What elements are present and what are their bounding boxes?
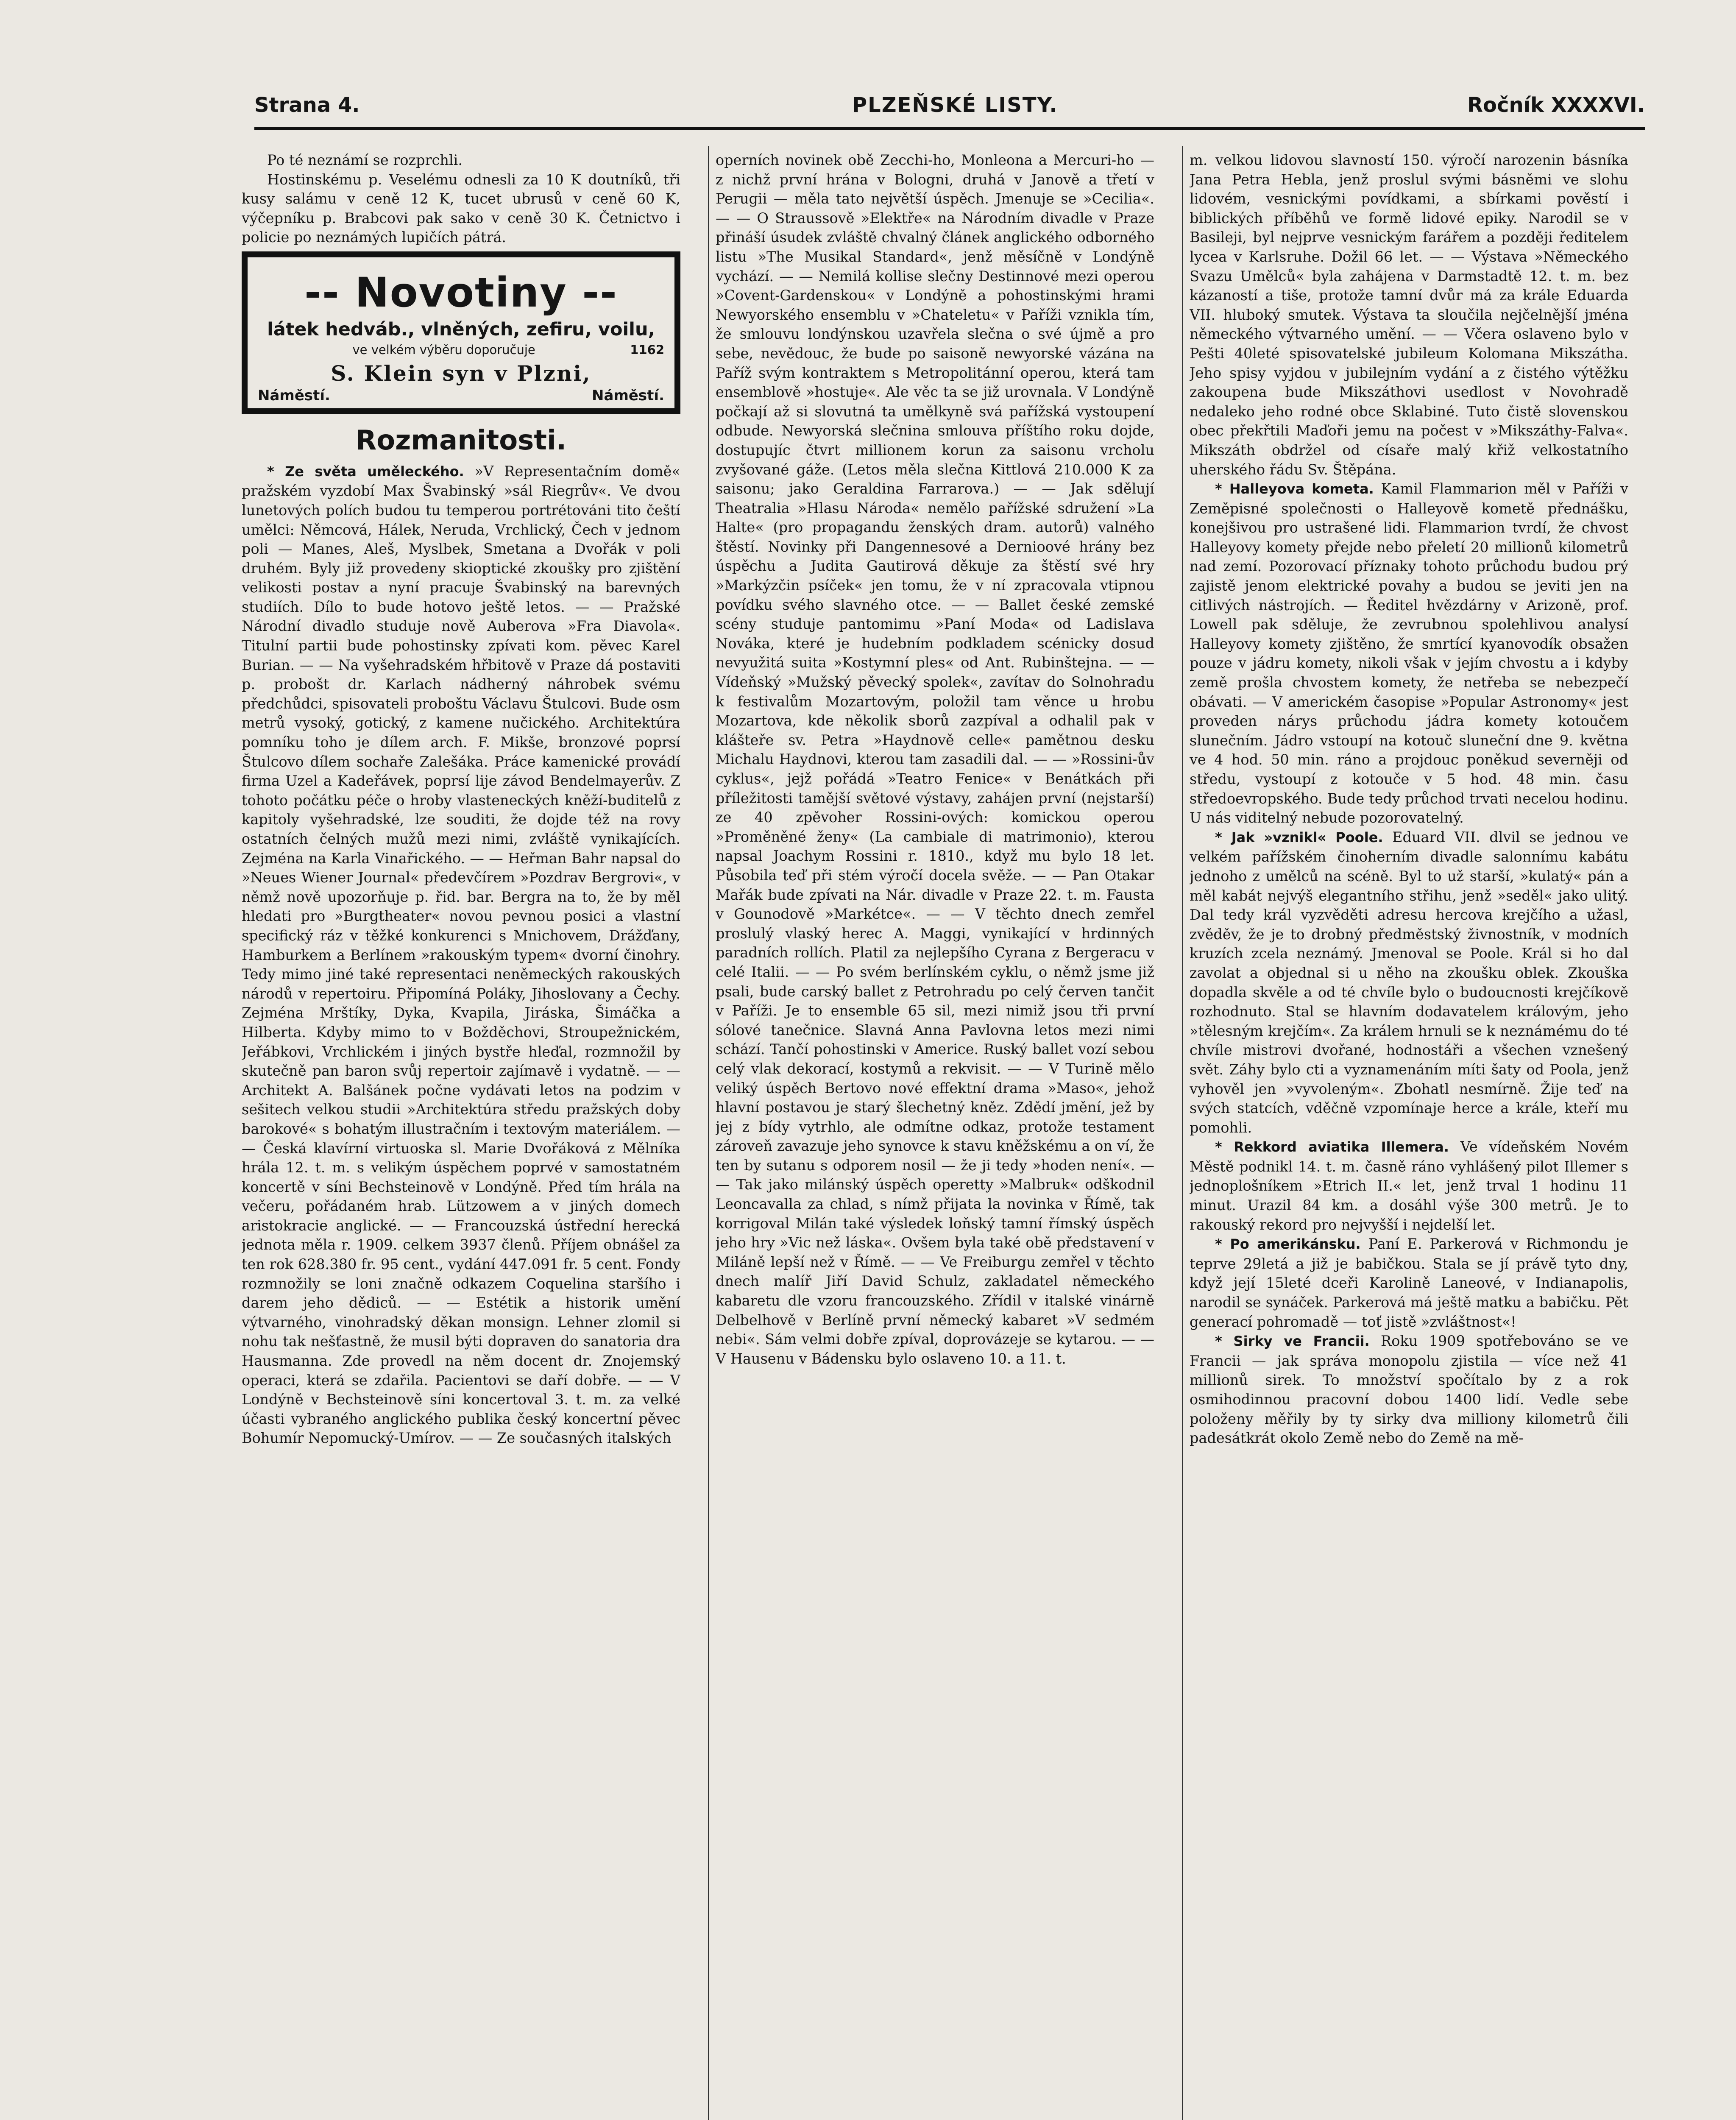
article-heading: * Rekkord aviatika Illemera.	[1215, 1139, 1449, 1155]
ad-place-left: Náměstí.	[258, 387, 330, 404]
page-number: Strana 4.	[254, 93, 360, 117]
column-1	[242, 151, 680, 2120]
article-heading: * Jak »vznikl« Poole.	[1215, 829, 1383, 845]
article-halley-comet	[1190, 479, 1628, 828]
article-continuation: operních novinek obě Zecchi-ho, Monleona a Mercuri-ho — z nichž první hrána v Bologni, druhá v Janově a třetí v Perugii — měla tato největší úspěch. Jmenuje se »Cecilia«. — — O Straussově »Elektře« na Národním divadle v Praze přináší úsudek zvláště chvalný článek anglického odborného listu »The Musikal Standard«, jenž měsíčně v Londýně vychází. — — Nemilá kollise slečny Destinnové mezi operou »Covent-Gardenskou« v Londýně a pohostinskými hrami Newyorského ensemblu v »Chateletu« v Paříži vznikla tím, že smlouvu londýnskou uzavřela slečna o své újmě a pro sebe, nevědouc, že bude po saisoně newyorské vázána na Paříž svým kontraktem s Metropolitánní operou, která tam ensemblově »hostuje«. Ale věc ta se již urovnala. V Londýně počkají až si slovutná ta umělkyně svá pařížská vystoupení odbude. Newyorská slečnina smlouva příštího roku dojde, dostupujíc čtvrt millionem korun za saisonu vrcholu zvyšované gáže. (Letos měla slečna Kittlová 210.000 K za saisonu; jako Geraldina Farrarova.) — — Jak sdělují Theatralia »Hlasu Národa« nemělo pařížské sdružení »La Halte« (pro propagandu ženských dram. autorů) valného štěstí. Novinky při Dangennesové a Dernioové hrány bez úspěchu a Judita Gautirová děkuje za štěstí své hry »Markýzčin psíček« jen tomu, že v ní zpracovala vtipnou povídku svého slavného otce. — — Ballet české zemské scény studuje pantomimu »Paní Moda« od Ladislava Nováka, které je hudebním podkladem scénicky dosud nevyužitá suita »Kostymní ples« od Ant. Rubinštejna. — — Vídeňský »Mužský pěvecký spolek«, zavítav do Solnohradu k festivalům Mozartovým, položil tam věnce u hrobu Mozartova, kde několik sborů zazpíval a odhalil pak v klášteře sv. Petra »Haydnově celle« pamětnou desku Michalu Haydnovi, kterou tam zasadili dal. — — »Rossini-ův cyklus«, jejž pořádá »Teatro Fenice« v Benátkách při příležitosti tamější světové výstavy, zahájen první (nejstarší) ze 40 zpěvoher Rossini-ových: komickou operou »Proměněné ženy« (La cambiale di matrimonio), kterou napsal Joachym Rossini r. 1810., když mu bylo 18 let. Působila teď při stém výročí docela svěže. — — Pan Otakar Mařák bude zpívati na Nár. divadle v Praze 22. t. m. Fausta v Gounodově »Markétce«. — — V těchto dnech zemřel proslulý vlaský herec A. Maggi, vynikající v hrdinných paradních rollích. Platil za nejlepšího Cyrana z Bergeracu v celé Italii. — — Po svém berlínském cyklu, o němž jsme již psali, bude carský ballet z Petrohradu po celý červen tančit v Paříži. Je to ensemble 65 sil, mezi nimiž jsou tři první sólové tanečnice. Slavná Anna Pavlovna letos mezi nimi schází. Tančí pohostinski v Americe. Ruský ballet vozí sebou celý vlak dekorací, kostymů a rekvisit. — — V Turině mělo veliký úspěch Bertovo nové effektní drama »Maso«, jehož hlavní postavou je starý šlechetný kněz. Zdědí jmění, jež by jej z bídy vytrhlo, ale odmítne odkaz, protože testament zároveň zavazuje jeho synovce k stavu kněžskému a on ví, že ten by sutanu s odporem nosil — že ji tedy »hoden není«. — — Tak jako milánský úspěch operetty »Malbruk« odškodnil Leoncavalla za chlad, s nímž přijata la novinka v Římě, tak korrigoval Milán také výsledek loňský tamní římský úspěch jeho hry »Vic než láska«. Ovšem byla také obě představení v Miláně lepší než v Římě. — — Ve Freiburgu zemřel v těchto dnech malíř Jiří David Schulz, zakladatel německého kabaretu dle vzoru francouzského. Zřídil v italské vinárně Delbelhově v Berlíně první německý kabaret »V sedmém nebi«. Sám velmi dobře zpíval, doprovázeje se kytarou. — — V Hausenu v Bádensku bylo oslaveno 10. a 11. t.	[716, 152, 1154, 1367]
ad-firm: S. Klein syn v Plzni,	[331, 361, 591, 386]
article-poole	[1190, 828, 1628, 1138]
intro-paragraph-2: Hostinskému p. Veselému odnesli za 10 K doutníků, tři kusy salámu v ceně 12 K, tucet ubrusů v ceně 60 K, výčepníku p. Brabcovi pak sako v ceně 30 K. Četnictvo i policie po neznámých lupičích pátrá.	[242, 171, 680, 246]
article-heading: * Po amerikánsku.	[1215, 1236, 1361, 1252]
ad-offer-text: ve velkém výběru doporučuje	[352, 342, 535, 357]
article-body: Roku 1909 spotřebováno se ve Francii — jak správa monopolu zjistila — více než 41 millionů sirek. To množství spočítalo by z a rok osmihodinnou pracovní dobou 1400 lidí. Vedle sebe položeny měřily by ty sirky dva milliony kilometrů čili padesátkrát okolo Země nebo do Země na mě-	[1190, 1333, 1628, 1447]
article-body: Ve vídeňském Novém Městě podnikl 14. t. m. časně ráno vyhlášený pilot Illemer s jednoplošníkem »Etrich II.« let, jenž trval 1 hodinu 11 minut. Urazil 84 km. a dosáhl výše 300 metrů. Je to rakouský rekord pro nejvyšší i nejdelší let.	[1190, 1138, 1628, 1233]
volume-number: Ročník XXXXVI.	[1467, 93, 1645, 117]
article-american-style	[1190, 1234, 1628, 1331]
ad-title: -- Novotiny --	[304, 268, 618, 316]
article-body: Eduard VII. dlvil se jednou ve velkém pařížském činoherním divadle salonnímu kabátu jednoho z umělců na scéně. Byl to už starší, »kulatý« pán a měl kabát nejvýš elegantního střihu, jenž »seděl« jako ulitý. Dal tedy král vyzvěděti adresu hercova krejčího a užasl, zvěděv, že je to drobný předměstský živnostník, v modních kruzích zcela neznámý. Jmenoval se Poole. Král si ho dal zavolat a objednal si u něho na zkoušku oblek. Zkouška dopadla skvěle a od té chvíle bylo o budoucnosti krejčíkově rozhodnuto. Stal se hlavním dodavatelem královým, jeho »tělesným krejčím«. Za králem hrnuli se k neznámému do té chvíle mistrovi dvořané, hodnostáři a všechen vznešený svět. Záhy bylo cti a vyznamenáním míti šaty od Poola, jenž vyhověl jen »vyvoleným«. Zbohatl nesmírně. Žije teď na svých statcích, vděčně vzpomínaje herce a krále, kteří mu pomohli.	[1190, 828, 1628, 1136]
article-body: »V Representačním domě« pražském vyzdobí Max Švabinský »sál Riegrův«. Ve dvou lunetových polích budou tu temperou portrétováni tito čeští umělci: Němcová, Hálek, Neruda, Vrchlický, Čech v jednom poli — Manes, Aleš, Myslbek, Smetana a Dvořák v poli druhém. Byly již provedeny skioptické zkoušky pro zjištění velikosti postav a nyní pracuje Švabinský na barevných studiích. Dílo to bude hotovo ještě letos. — — Pražské Národní divadlo studuje nově Auberova »Fra Diavola«. Titulní partii bude pohostinsky zpívati kom. pěvec Karel Burian. — — Na vyšehradském hřbitově v Praze dá postaviti p. probošt dr. Karlach nádherný náhrobek svému předchůdci, spisovateli proboštu Václavu Štulcovi. Bude osm metrů vysoký, gotický, z kamene nučického. Architektúra pomníku toho je dílem arch. F. Mikše, bronzové poprsí Štulcovo dílem sochaře Zalešáka. Práce kamenické provádí firma Uzel a Kadeřávek, poprsí lije závod Bendelmayerův. Z tohoto počátku péče o hroby vlasteneckých kněží-buditelů z kapitoly vyšehradské, lze souditi, že dojde též na rovy ostatních čelných mužů mezi nimi, zvláště vynikajících. Zejména na Karla Vinařického. — — Heřman Bahr napsal do »Neues Wiener Journal« předevčírem »Pozdrav Bergrovi«, v němž nově upozorňuje p. řid. bar. Bergra na to, že by měl hledati pro »Burgtheater« novou pevnou posici a vlastní specifický ráz v těžké konkurenci s Mnichovem, Drážďany, Hamburkem a Berlínem »rakouským typem« dvorní činohry. Tedy mimo jiné také representaci neněmeckých rakouských národů v repertoiru. Připomíná Poláky, Jihoslovany a Čechy. Zejména Mrštíky, Dyka, Kvapila, Jiráska, Šimáčka a Hilberta. Kdyby mimo to v Božděchovi, Stroupežnickém, Jeřábkovi, Vrchlickém i jiných bystře hleďal, rozmnožil by skutečně pan baron svůj repertoir zajímavě i vydatně. — — Architekt A. Balšánek počne vydávati letos na podzim v sešitech velkou studii »Architektúra středu pražských doby barokové« s bohatým illustračním i textovým materiálem. — — Česká klavírní virtuoska sl. Marie Dvořáková z Mělníka hrála 12. t. m. s velikým úspěchem poprvé v samostatném koncertě v síni Bechsteinově v Londýně. Před tím hrála na večeru, pořádaném hrab. Lützowem a v jiných domech aristokracie anglické. — — Francouzská ústřední herecká jednota měla r. 1909. celkem 3937 členů. Příjem obnášel za ten rok 628.380 fr. 95 cent., vydání 447.091 fr. 5 cent. Fondy rozmnožily se loni značně odkazem Coquelina staršího i darem jeho dědiců. — — Estétik a historik umění výtvarného, vinohradský děkan monsign. Lehner zlomil si nohu tak nešťastně, že musil býti dopraven do sanatoria dra Hausmanna. Zde provedl na něm docent dr. Znojemský operaci, která se zdařila. Pacientovi se daří dobře. — — V Londýně v Bechsteinově síni koncertoval 3. t. m. za velké účasti vybraného anglického publika český koncertní pěvec Bohumír Nepomucký-Umírov. — — Ze současných italských	[242, 463, 680, 1447]
advertisement-novotiny	[242, 251, 680, 414]
section-title: Rozmanitosti.	[355, 424, 567, 456]
ad-number: 1162	[630, 342, 664, 357]
page-header	[254, 93, 1645, 123]
column-2	[716, 151, 1154, 2120]
article-heading: * Ze světa uměleckého.	[267, 463, 464, 480]
intro-paragraph-1: Po té neznámí se rozprchli.	[267, 152, 463, 168]
column-3	[1190, 151, 1628, 2120]
article-art-world	[242, 462, 680, 1448]
ad-goods: látek hedváb., vlněných, zefiru, voilu,	[267, 319, 655, 340]
column-divider-1	[708, 146, 709, 2120]
article-body: Paní E. Parkerová v Richmondu je teprve 29letá a již je babičkou. Stala se jí právě tyto dny, když její 15leté dceři Karolině Laneové, v Indianapolis, narodil se synáček. Parkerová má ještě matku a babičku. Pět generací pohromadě — toť jistě »zvláštnost«!	[1190, 1236, 1628, 1330]
column-divider-2	[1182, 146, 1183, 2120]
article-heading: * Sirky ve Francii.	[1215, 1333, 1370, 1350]
masthead-title: PLZEŇSKÉ LISTY.	[852, 93, 1058, 117]
article-heading: * Halleyova kometa.	[1215, 481, 1374, 497]
article-aviator-record	[1190, 1137, 1628, 1234]
ad-place-right: Náměstí.	[592, 387, 664, 404]
header-rule	[254, 127, 1645, 130]
ad-place	[258, 388, 664, 404]
article-body: Kamil Flammarion měl v Paříži v Zeměpisné společnosti o Halleyově kometě přednášku, konejšivou pro ustrašené lidi. Flammarion tvrdí, že chvost Halleyovy komety přejde nebo přeletí 20 millionů kilometrů nad zemí. Pozorovací příznaky tohoto průchodu budou prý zajistě jenom elektrické povahy a budou se jeviti jen na citlivých nástrojích. — Ředitel hvězdárny v Arizoně, prof. Lowell pak sděluje, že zevrubnou spolehlivou analysí Halleyovy komety zjištěno, že smrtící kyanovodík obsažen pouze v jádru komety, nikoli však v jejím chvostu a i kdyby země prošla chvostem komety, že netřeba se nebezpečí obávati. — V americkém časopise »Popular Astronomy« jest proveden nárys průchodu jádra komety kotoučem slunečním. Jádro vstoupí na kotouč sluneční dne 9. května ve 4 hod. 50 min. ráno a projdouc poněkud severněji od středu, vystoupí z kotouče v 5 hod. 48 min. času středoevropského. Bude tedy průchod trvati necelou hodinu. U nás viditelný nebude pozorovatelný.	[1190, 480, 1628, 826]
ad-offer	[258, 343, 664, 357]
article-matches-france	[1190, 1331, 1628, 1448]
article-continuation-2: m. velkou lidovou slavností 150. výročí narozenin básníka Jana Petra Hebla, jenž proslul svými básněmi ve slohu lidovém, vesnickými povídkami, a sbírkami pověstí i biblických příběhů ve formě lidové epiky. Narodil se v Basileji, byl nejprve vesnickým farářem a později ředitelem lycea v Karlsruhe. Dožil 66 let. — — Výstava »Německého Svazu Umělců« byla zahájena v Darmstadtě 12. t. m. bez kázaností a tiše, protože tamní dvůr má za krále Eduarda VII. hluboký smutek. Výstava ta sloučila nejčelnější jména německého výtvarného umění. — — Včera oslaveno bylo v Pešti 40leté spisovatelské jubileum Kolomana Mikszátha. Jeho spisy vyjdou v jubilejním vydání a z čistého výtěžku zakoupena bude Mikszáthovi usedlost v Novohradě nedaleko jeho rodné obce Sklabiné. Tuto čistě slovenskou obec překřtili Maďoři jemu na počest v »Mikszáthy-Falva«. Mikszáth obdržel od císaře malý křiž velkostatního uherského řádu Sv. Štěpána.	[1190, 152, 1628, 478]
